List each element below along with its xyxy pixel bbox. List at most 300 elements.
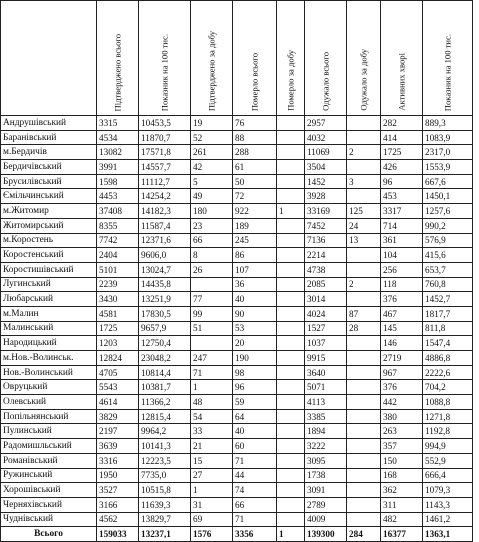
value-cell [347, 483, 381, 498]
value-cell: 3640 [305, 365, 347, 380]
value-cell: 3 [347, 174, 381, 189]
value-cell: 72 [233, 189, 277, 204]
value-cell: 12750,4 [139, 336, 191, 351]
region-name-cell: Бердичівський [1, 160, 97, 175]
table-row [1, 424, 473, 439]
column-header [97, 1, 139, 116]
region-name-cell: Андрушівський [1, 116, 97, 131]
value-cell: 12815,4 [139, 409, 191, 424]
table-row [1, 321, 473, 336]
value-cell: 40 [233, 292, 277, 307]
value-cell: 2214 [305, 248, 347, 263]
column-header-label: Підтверджено за добу [206, 30, 216, 111]
column-header [381, 1, 423, 116]
value-cell [347, 351, 381, 366]
value-cell: 14182,3 [139, 204, 191, 219]
table-row [1, 483, 473, 498]
value-cell: 23 [191, 218, 233, 233]
value-cell [277, 497, 305, 512]
value-cell [277, 233, 305, 248]
region-name-cell: Хорошівський [1, 483, 97, 498]
value-cell [347, 453, 381, 468]
region-name-cell: Нов.-Волинський [1, 365, 97, 380]
value-cell: 11587,4 [139, 218, 191, 233]
value-cell: 76 [233, 116, 277, 131]
value-cell [277, 292, 305, 307]
value-cell [277, 512, 305, 527]
value-cell: 27 [191, 468, 233, 483]
value-cell: 653,7 [423, 262, 473, 277]
region-name-cell: Коростишівський [1, 262, 97, 277]
value-cell: 1576 [191, 527, 233, 542]
value-cell [347, 468, 381, 483]
value-cell: 1 [191, 380, 233, 395]
value-cell: 19 [191, 116, 233, 131]
value-cell: 9657,9 [139, 321, 191, 336]
value-cell: 4113 [305, 395, 347, 410]
value-cell [277, 409, 305, 424]
value-cell: 376 [381, 292, 423, 307]
value-cell: 2957 [305, 116, 347, 131]
value-cell: 1037 [305, 336, 347, 351]
value-cell [277, 395, 305, 410]
value-cell: 967 [381, 365, 423, 380]
column-header-label: Померло всього [249, 52, 259, 111]
value-cell [277, 351, 305, 366]
value-cell: 288 [233, 145, 277, 160]
value-cell: 66 [191, 233, 233, 248]
value-cell: 1547,4 [423, 336, 473, 351]
value-cell: 3316 [97, 453, 139, 468]
value-cell: 2719 [381, 351, 423, 366]
value-cell: 3315 [97, 116, 139, 131]
table-row [1, 262, 473, 277]
value-cell [277, 130, 305, 145]
table-row [1, 306, 473, 321]
value-cell: 1738 [305, 468, 347, 483]
value-cell: 415,6 [423, 248, 473, 263]
table-row [1, 189, 473, 204]
region-name-cell: Черняхівський [1, 497, 97, 512]
value-cell: 263 [381, 424, 423, 439]
value-cell: 3385 [305, 409, 347, 424]
value-cell [277, 189, 305, 204]
value-cell [277, 483, 305, 498]
value-cell: 4032 [305, 130, 347, 145]
table-row [1, 380, 473, 395]
value-cell: 311 [381, 497, 423, 512]
value-cell: 15 [191, 453, 233, 468]
value-cell: 1725 [97, 321, 139, 336]
value-cell [277, 277, 305, 292]
value-cell: 11069 [305, 145, 347, 160]
value-cell: 99 [191, 306, 233, 321]
value-cell: 13082 [97, 145, 139, 160]
value-cell: 2789 [305, 497, 347, 512]
value-cell: 3639 [97, 439, 139, 454]
value-cell [277, 116, 305, 131]
value-cell: 96 [381, 174, 423, 189]
value-cell [277, 262, 305, 277]
value-cell: 37408 [97, 204, 139, 219]
value-cell: 44 [233, 468, 277, 483]
value-cell: 69 [191, 512, 233, 527]
value-cell: 12371,6 [139, 233, 191, 248]
table-row [1, 512, 473, 527]
value-cell: 74 [233, 483, 277, 498]
value-cell [347, 116, 381, 131]
value-cell: 1083,9 [423, 130, 473, 145]
value-cell: 1 [277, 204, 305, 219]
value-cell [347, 395, 381, 410]
column-header [423, 1, 473, 116]
value-cell: 4886,8 [423, 351, 473, 366]
table-row [1, 468, 473, 483]
value-cell: 889,3 [423, 116, 473, 131]
value-cell: 48 [191, 395, 233, 410]
value-cell: 21 [191, 439, 233, 454]
value-cell: 2 [347, 145, 381, 160]
value-cell: 13237,1 [139, 527, 191, 542]
value-cell [347, 409, 381, 424]
value-cell: 760,8 [423, 277, 473, 292]
value-cell: 1894 [305, 424, 347, 439]
value-cell: 7136 [305, 233, 347, 248]
region-name-cell: Лугинський [1, 277, 97, 292]
value-cell: 576,9 [423, 233, 473, 248]
value-cell: 361 [381, 233, 423, 248]
column-header [233, 1, 277, 116]
value-cell [277, 174, 305, 189]
value-cell: 90 [233, 306, 277, 321]
value-cell: 666,4 [423, 468, 473, 483]
value-cell: 282 [381, 116, 423, 131]
value-cell [277, 321, 305, 336]
value-cell: 245 [233, 233, 277, 248]
region-name-cell: м.Малин [1, 306, 97, 321]
table-row [1, 145, 473, 160]
value-cell: 11112,7 [139, 174, 191, 189]
value-cell: 13024,7 [139, 262, 191, 277]
column-header-label: Одужало всього [320, 52, 330, 111]
value-cell: 40 [233, 424, 277, 439]
value-cell: 98 [233, 365, 277, 380]
value-cell: 4614 [97, 395, 139, 410]
value-cell: 1079,3 [423, 483, 473, 498]
value-cell: 5071 [305, 380, 347, 395]
value-cell: 1452 [305, 174, 347, 189]
value-cell: 50 [233, 174, 277, 189]
value-cell: 1 [191, 483, 233, 498]
table-row [1, 233, 473, 248]
table-row [1, 277, 473, 292]
table-row [1, 204, 473, 219]
region-name-cell: Попільнянський [1, 409, 97, 424]
value-cell: 53 [233, 321, 277, 336]
column-header [305, 1, 347, 116]
value-cell: 104 [381, 248, 423, 263]
column-header-label: Одужало за добу [358, 49, 368, 111]
value-cell: 426 [381, 160, 423, 175]
value-cell: 5543 [97, 380, 139, 395]
value-cell: 2197 [97, 424, 139, 439]
region-name-cell: Баранівський [1, 130, 97, 145]
region-name-cell: Ємільчинський [1, 189, 97, 204]
value-cell: 1553,9 [423, 160, 473, 175]
value-cell [277, 306, 305, 321]
value-cell: 4024 [305, 306, 347, 321]
value-cell: 9964,2 [139, 424, 191, 439]
value-cell [347, 130, 381, 145]
value-cell [347, 380, 381, 395]
total-label: Всього [1, 527, 97, 542]
total-row [1, 527, 473, 542]
value-cell [191, 336, 233, 351]
table-row [1, 365, 473, 380]
value-cell [347, 160, 381, 175]
value-cell: 3829 [97, 409, 139, 424]
value-cell: 9606,0 [139, 248, 191, 263]
value-cell [347, 424, 381, 439]
value-cell: 994,9 [423, 439, 473, 454]
value-cell: 77 [191, 292, 233, 307]
value-cell [347, 189, 381, 204]
value-cell: 552,9 [423, 453, 473, 468]
value-cell: 11366,2 [139, 395, 191, 410]
value-cell: 714 [381, 218, 423, 233]
table-row [1, 116, 473, 131]
table-row [1, 497, 473, 512]
value-cell [277, 380, 305, 395]
value-cell: 380 [381, 409, 423, 424]
value-cell: 1598 [97, 174, 139, 189]
region-name-cell: Любарський [1, 292, 97, 307]
value-cell [277, 248, 305, 263]
value-cell: 1271,8 [423, 409, 473, 424]
value-cell: 5101 [97, 262, 139, 277]
value-cell: 4705 [97, 365, 139, 380]
column-header [191, 1, 233, 116]
value-cell: 4534 [97, 130, 139, 145]
value-cell: 2 [347, 277, 381, 292]
value-cell [347, 439, 381, 454]
table-row [1, 292, 473, 307]
value-cell [191, 277, 233, 292]
value-cell: 33169 [305, 204, 347, 219]
value-cell: 2085 [305, 277, 347, 292]
value-cell: 52 [191, 130, 233, 145]
value-cell: 2404 [97, 248, 139, 263]
region-name-cell: м.Житомир [1, 204, 97, 219]
table-row [1, 174, 473, 189]
table-row [1, 395, 473, 410]
value-cell: 71 [191, 365, 233, 380]
value-cell: 54 [191, 409, 233, 424]
table-row [1, 351, 473, 366]
region-name-cell: Радомишльський [1, 439, 97, 454]
value-cell: 168 [381, 468, 423, 483]
table-row [1, 248, 473, 263]
value-cell [347, 336, 381, 351]
value-cell: 357 [381, 439, 423, 454]
value-cell: 1 [277, 527, 305, 542]
region-name-cell: Малинський [1, 321, 97, 336]
value-cell: 8355 [97, 218, 139, 233]
value-cell: 17571,8 [139, 145, 191, 160]
region-name-cell: м.Нов.-Волинськ. [1, 351, 97, 366]
value-cell: 2317,0 [423, 145, 473, 160]
table-row [1, 336, 473, 351]
value-cell: 180 [191, 204, 233, 219]
value-cell: 811,8 [423, 321, 473, 336]
table-row [1, 160, 473, 175]
value-cell: 1950 [97, 468, 139, 483]
value-cell: 4581 [97, 306, 139, 321]
value-cell [347, 365, 381, 380]
column-header [347, 1, 381, 116]
column-header-label: Активних хворі [396, 53, 406, 111]
value-cell: 13829,7 [139, 512, 191, 527]
value-cell: 3222 [305, 439, 347, 454]
value-cell: 3014 [305, 292, 347, 307]
value-cell [347, 497, 381, 512]
value-cell: 49 [191, 189, 233, 204]
value-cell: 10453,5 [139, 116, 191, 131]
value-cell [277, 468, 305, 483]
value-cell: 24 [347, 218, 381, 233]
value-cell: 7452 [305, 218, 347, 233]
value-cell: 86 [233, 248, 277, 263]
value-cell: 13251,9 [139, 292, 191, 307]
value-cell: 1527 [305, 321, 347, 336]
value-cell: 4453 [97, 189, 139, 204]
column-header-label: Померло за добу [285, 50, 295, 111]
region-name-cell: Чуднівський [1, 512, 97, 527]
value-cell: 256 [381, 262, 423, 277]
table-row [1, 218, 473, 233]
value-cell: 42 [191, 160, 233, 175]
region-name-cell: Овруцький [1, 380, 97, 395]
value-cell: 9915 [305, 351, 347, 366]
value-cell [347, 292, 381, 307]
value-cell: 189 [233, 218, 277, 233]
value-cell: 3527 [97, 483, 139, 498]
value-cell: 5 [191, 174, 233, 189]
value-cell: 990,2 [423, 218, 473, 233]
value-cell: 17830,5 [139, 306, 191, 321]
value-cell: 14557,7 [139, 160, 191, 175]
value-cell: 2239 [97, 277, 139, 292]
region-name-cell: м.Бердичів [1, 145, 97, 160]
value-cell [277, 160, 305, 175]
header-corner-cell [1, 1, 97, 116]
value-cell: 1203 [97, 336, 139, 351]
value-cell: 482 [381, 512, 423, 527]
value-cell: 10515,8 [139, 483, 191, 498]
value-cell: 145 [381, 321, 423, 336]
value-cell: 12824 [97, 351, 139, 366]
value-cell: 3317 [381, 204, 423, 219]
column-header-label: Підтверджено всього [112, 33, 122, 111]
table-row [1, 130, 473, 145]
value-cell [347, 512, 381, 527]
value-cell: 33 [191, 424, 233, 439]
value-cell: 10141,3 [139, 439, 191, 454]
value-cell: 1088,8 [423, 395, 473, 410]
value-cell: 247 [191, 351, 233, 366]
value-cell: 261 [191, 145, 233, 160]
value-cell: 4738 [305, 262, 347, 277]
region-name-cell: м.Коростень [1, 233, 97, 248]
value-cell: 1452,7 [423, 292, 473, 307]
value-cell: 3504 [305, 160, 347, 175]
value-cell [347, 262, 381, 277]
value-cell: 146 [381, 336, 423, 351]
column-header-label: Показник на 100 тис. [159, 33, 169, 111]
value-cell: 1450,1 [423, 189, 473, 204]
column-header-label: Показник на 100 тис. [442, 33, 452, 111]
region-name-cell: Брусилівський [1, 174, 97, 189]
value-cell: 118 [381, 277, 423, 292]
value-cell [277, 218, 305, 233]
value-cell: 13 [347, 233, 381, 248]
value-cell: 87 [347, 306, 381, 321]
value-cell: 107 [233, 262, 277, 277]
region-name-cell: Коростенський [1, 248, 97, 263]
value-cell: 12223,5 [139, 453, 191, 468]
value-cell: 20 [233, 336, 277, 351]
value-cell: 10381,7 [139, 380, 191, 395]
value-cell: 704,2 [423, 380, 473, 395]
value-cell: 71 [233, 512, 277, 527]
value-cell [277, 336, 305, 351]
value-cell: 2222,6 [423, 365, 473, 380]
value-cell: 8 [191, 248, 233, 263]
value-cell: 125 [347, 204, 381, 219]
header-row [1, 1, 473, 116]
value-cell: 1363,1 [423, 527, 473, 542]
column-header [139, 1, 191, 116]
region-name-cell: Ружинський [1, 468, 97, 483]
region-name-cell: Пулинський [1, 424, 97, 439]
value-cell [277, 453, 305, 468]
value-cell: 922 [233, 204, 277, 219]
value-cell: 88 [233, 130, 277, 145]
value-cell [277, 424, 305, 439]
value-cell: 1257,6 [423, 204, 473, 219]
value-cell: 10814,4 [139, 365, 191, 380]
value-cell: 376 [381, 380, 423, 395]
region-name-cell: Романівський [1, 453, 97, 468]
value-cell: 36 [233, 277, 277, 292]
value-cell: 1143,3 [423, 497, 473, 512]
value-cell: 3095 [305, 453, 347, 468]
value-cell: 11639,3 [139, 497, 191, 512]
region-name-cell: Народицький [1, 336, 97, 351]
value-cell [347, 248, 381, 263]
value-cell: 467 [381, 306, 423, 321]
value-cell: 61 [233, 160, 277, 175]
value-cell: 16377 [381, 527, 423, 542]
value-cell [277, 145, 305, 160]
region-name-cell: Житомирський [1, 218, 97, 233]
value-cell: 150 [381, 453, 423, 468]
value-cell: 31 [191, 497, 233, 512]
value-cell: 51 [191, 321, 233, 336]
value-cell: 453 [381, 189, 423, 204]
value-cell: 7735,0 [139, 468, 191, 483]
value-cell: 362 [381, 483, 423, 498]
